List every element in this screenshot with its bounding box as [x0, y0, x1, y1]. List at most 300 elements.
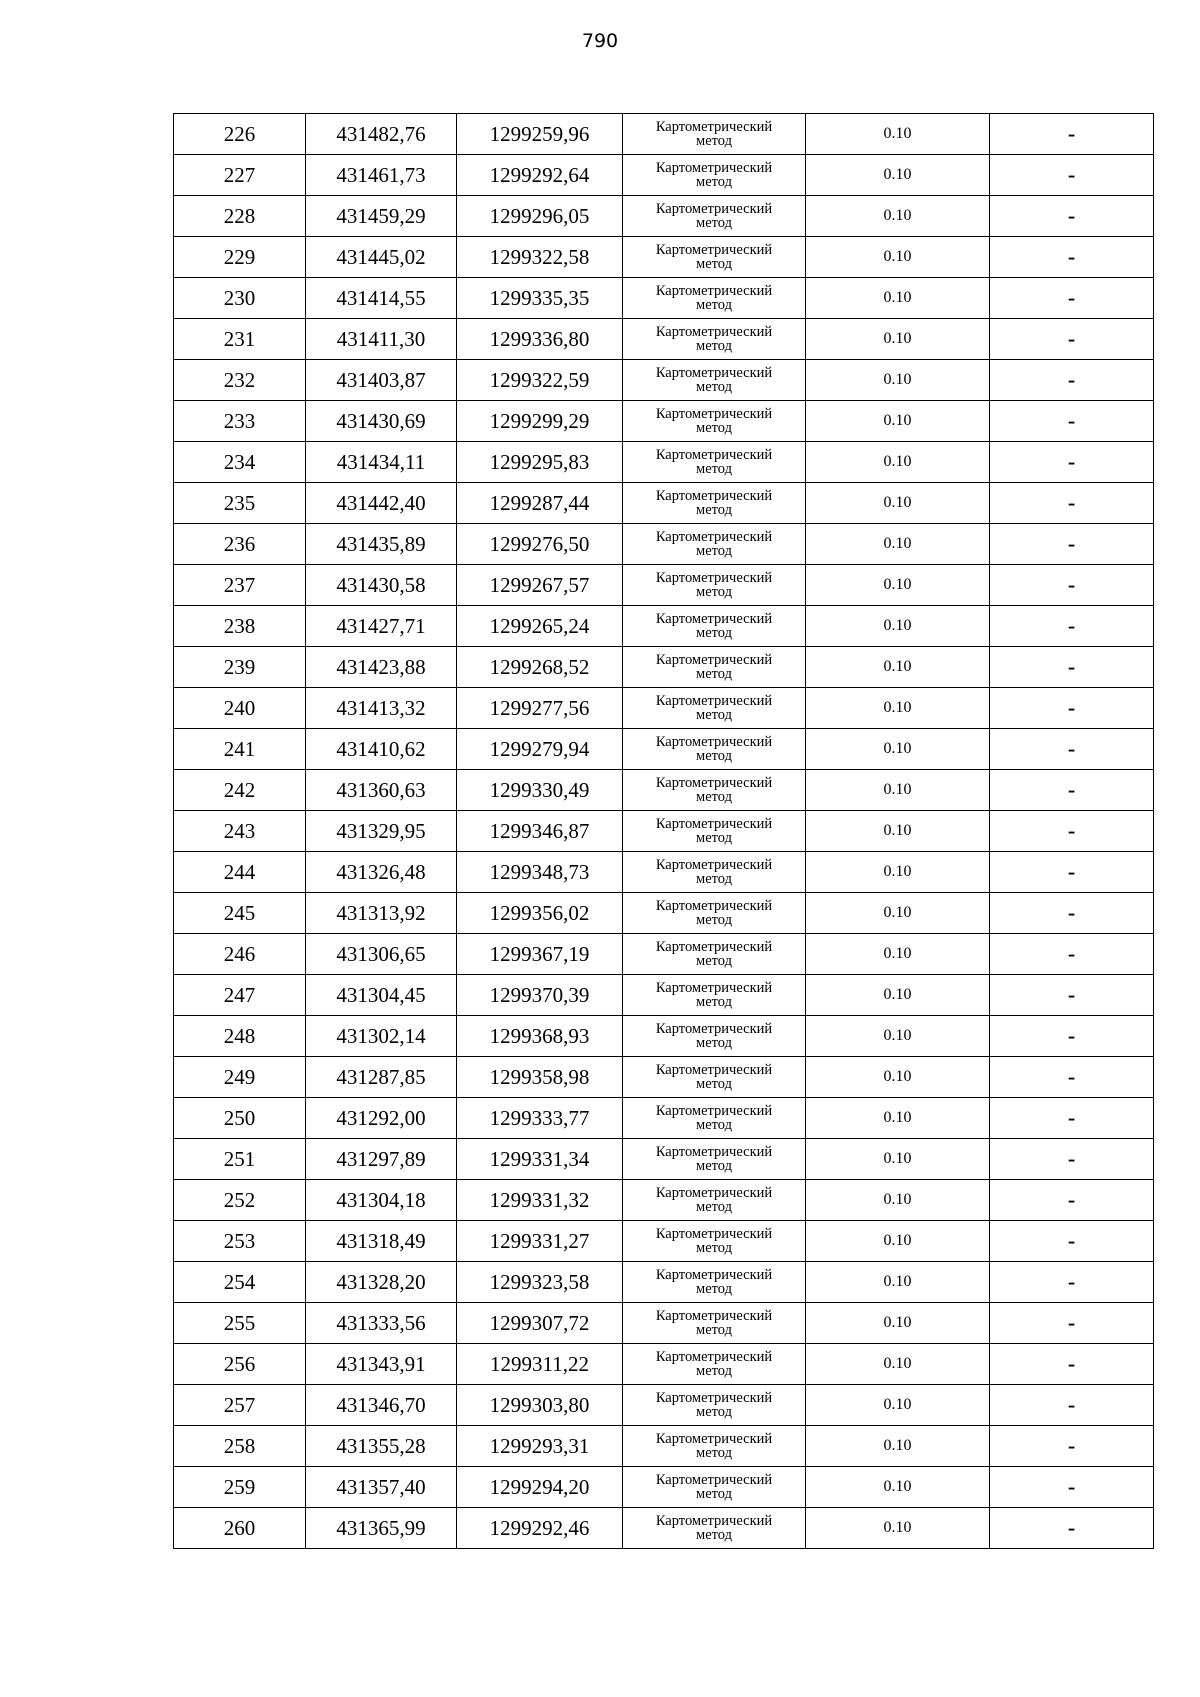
method-line-2: метод: [696, 461, 732, 477]
method-cell: [623, 975, 806, 1016]
table-row: [174, 1016, 1154, 1057]
method-cell: [623, 1139, 806, 1180]
description-cell: -: [990, 893, 1154, 934]
method-line-2: метод: [696, 1240, 732, 1256]
y-coordinate-cell: 1299346,87: [457, 811, 623, 852]
description-cell: -: [990, 114, 1154, 155]
x-coordinate-cell: 431423,88: [306, 647, 457, 688]
point-number-cell: 255: [174, 1303, 306, 1344]
description-cell: -: [990, 155, 1154, 196]
method-line-1: Картометрический: [655, 1184, 773, 1201]
description-cell: -: [990, 319, 1154, 360]
accuracy-cell: 0.10: [806, 155, 990, 196]
x-coordinate-cell: 431410,62: [306, 729, 457, 770]
accuracy-cell: 0.10: [806, 401, 990, 442]
description-cell: -: [990, 1385, 1154, 1426]
method-cell: [623, 893, 806, 934]
method-line-2: метод: [696, 256, 732, 272]
method-line-1: Картометрический: [655, 1061, 773, 1078]
point-number-cell: 236: [174, 524, 306, 565]
page-number: 790: [581, 30, 619, 52]
method-line-1: Картометрический: [655, 938, 773, 955]
method-line-1: Картометрический: [655, 1471, 773, 1488]
point-number-cell: 237: [174, 565, 306, 606]
accuracy-cell: 0.10: [806, 893, 990, 934]
point-number-cell: 232: [174, 360, 306, 401]
accuracy-cell: 0.10: [806, 1303, 990, 1344]
description-cell: -: [990, 1057, 1154, 1098]
description-cell: -: [990, 647, 1154, 688]
description-cell: -: [990, 1467, 1154, 1508]
table-row: [174, 606, 1154, 647]
method-line-1: Картометрический: [655, 774, 773, 791]
accuracy-cell: 0.10: [806, 1057, 990, 1098]
x-coordinate-cell: 431357,40: [306, 1467, 457, 1508]
description-cell: -: [990, 483, 1154, 524]
description-cell: -: [990, 770, 1154, 811]
table-row: [174, 893, 1154, 934]
method-cell: [623, 196, 806, 237]
method-line-2: метод: [696, 830, 732, 846]
method-cell: [623, 1344, 806, 1385]
method-cell: [623, 1508, 806, 1549]
method-line-1: Картометрический: [655, 1307, 773, 1324]
point-number-cell: 242: [174, 770, 306, 811]
method-line-1: Картометрический: [655, 487, 773, 504]
method-line-1: Картометрический: [655, 200, 773, 217]
point-number-cell: 239: [174, 647, 306, 688]
description-cell: -: [990, 278, 1154, 319]
method-line-1: Картометрический: [655, 282, 773, 299]
method-line-1: Картометрический: [655, 1225, 773, 1242]
table-row: [174, 688, 1154, 729]
accuracy-cell: 0.10: [806, 483, 990, 524]
method-line-2: метод: [696, 666, 732, 682]
x-coordinate-cell: 431355,28: [306, 1426, 457, 1467]
description-cell: -: [990, 811, 1154, 852]
y-coordinate-cell: 1299348,73: [457, 852, 623, 893]
method-line-1: Картометрический: [655, 405, 773, 422]
point-number-cell: 244: [174, 852, 306, 893]
method-line-2: метод: [696, 502, 732, 518]
x-coordinate-cell: 431365,99: [306, 1508, 457, 1549]
point-number-cell: 249: [174, 1057, 306, 1098]
method-cell: [623, 1057, 806, 1098]
method-cell: [623, 442, 806, 483]
method-line-2: метод: [696, 994, 732, 1010]
accuracy-cell: 0.10: [806, 811, 990, 852]
x-coordinate-cell: 431329,95: [306, 811, 457, 852]
method-line-2: метод: [696, 1035, 732, 1051]
y-coordinate-cell: 1299358,98: [457, 1057, 623, 1098]
method-line-1: Картометрический: [655, 1430, 773, 1447]
method-line-1: Картометрический: [655, 856, 773, 873]
accuracy-cell: 0.10: [806, 1426, 990, 1467]
method-line-2: метод: [696, 625, 732, 641]
y-coordinate-cell: 1299330,49: [457, 770, 623, 811]
description-cell: -: [990, 688, 1154, 729]
method-cell: [623, 1180, 806, 1221]
accuracy-cell: 0.10: [806, 1344, 990, 1385]
description-cell: -: [990, 524, 1154, 565]
method-cell: [623, 401, 806, 442]
description-cell: -: [990, 360, 1154, 401]
x-coordinate-cell: 431459,29: [306, 196, 457, 237]
method-cell: [623, 319, 806, 360]
table-row: [174, 319, 1154, 360]
description-cell: -: [990, 565, 1154, 606]
method-line-2: метод: [696, 379, 732, 395]
table-row: [174, 565, 1154, 606]
table-row: [174, 442, 1154, 483]
description-cell: -: [990, 1180, 1154, 1221]
method-line-1: Картометрический: [655, 1266, 773, 1283]
method-cell: [623, 1221, 806, 1262]
method-line-1: Картометрический: [655, 364, 773, 381]
point-number-cell: 243: [174, 811, 306, 852]
method-line-1: Картометрический: [655, 569, 773, 586]
method-line-1: Картометрический: [655, 979, 773, 996]
method-line-1: Картометрический: [655, 1348, 773, 1365]
method-line-1: Картометрический: [655, 159, 773, 176]
x-coordinate-cell: 431297,89: [306, 1139, 457, 1180]
point-number-cell: 253: [174, 1221, 306, 1262]
method-line-2: метод: [696, 707, 732, 723]
point-number-cell: 230: [174, 278, 306, 319]
point-number-cell: 231: [174, 319, 306, 360]
method-cell: [623, 524, 806, 565]
y-coordinate-cell: 1299331,27: [457, 1221, 623, 1262]
table-row: [174, 975, 1154, 1016]
description-cell: -: [990, 1139, 1154, 1180]
y-coordinate-cell: 1299299,29: [457, 401, 623, 442]
accuracy-cell: 0.10: [806, 934, 990, 975]
method-cell: [623, 483, 806, 524]
table-row: [174, 360, 1154, 401]
point-number-cell: 235: [174, 483, 306, 524]
y-coordinate-cell: 1299331,32: [457, 1180, 623, 1221]
method-cell: [623, 155, 806, 196]
x-coordinate-cell: 431318,49: [306, 1221, 457, 1262]
point-number-cell: 252: [174, 1180, 306, 1221]
coordinates-table-body: [174, 114, 1154, 1549]
point-number-cell: 241: [174, 729, 306, 770]
method-cell: [623, 278, 806, 319]
accuracy-cell: 0.10: [806, 524, 990, 565]
y-coordinate-cell: 1299277,56: [457, 688, 623, 729]
y-coordinate-cell: 1299336,80: [457, 319, 623, 360]
description-cell: -: [990, 1426, 1154, 1467]
point-number-cell: 229: [174, 237, 306, 278]
method-line-2: метод: [696, 1322, 732, 1338]
method-cell: [623, 1262, 806, 1303]
description-cell: -: [990, 729, 1154, 770]
accuracy-cell: 0.10: [806, 565, 990, 606]
table-row: [174, 1180, 1154, 1221]
table-row: [174, 1262, 1154, 1303]
method-cell: [623, 237, 806, 278]
x-coordinate-cell: 431346,70: [306, 1385, 457, 1426]
method-cell: [623, 1385, 806, 1426]
method-line-1: Картометрический: [655, 692, 773, 709]
accuracy-cell: 0.10: [806, 196, 990, 237]
method-cell: [623, 729, 806, 770]
method-line-1: Картометрический: [655, 323, 773, 340]
accuracy-cell: 0.10: [806, 1262, 990, 1303]
x-coordinate-cell: 431343,91: [306, 1344, 457, 1385]
x-coordinate-cell: 431313,92: [306, 893, 457, 934]
method-line-2: метод: [696, 871, 732, 887]
method-line-2: метод: [696, 1158, 732, 1174]
y-coordinate-cell: 1299295,83: [457, 442, 623, 483]
accuracy-cell: 0.10: [806, 729, 990, 770]
description-cell: -: [990, 606, 1154, 647]
method-line-2: метод: [696, 748, 732, 764]
table-row: [174, 483, 1154, 524]
point-number-cell: 256: [174, 1344, 306, 1385]
point-number-cell: 246: [174, 934, 306, 975]
table-row: [174, 114, 1154, 155]
accuracy-cell: 0.10: [806, 319, 990, 360]
table-row: [174, 237, 1154, 278]
table-row: [174, 852, 1154, 893]
point-number-cell: 258: [174, 1426, 306, 1467]
y-coordinate-cell: 1299292,46: [457, 1508, 623, 1549]
table-row: [174, 278, 1154, 319]
y-coordinate-cell: 1299296,05: [457, 196, 623, 237]
x-coordinate-cell: 431292,00: [306, 1098, 457, 1139]
y-coordinate-cell: 1299335,35: [457, 278, 623, 319]
point-number-cell: 260: [174, 1508, 306, 1549]
y-coordinate-cell: 1299333,77: [457, 1098, 623, 1139]
x-coordinate-cell: 431413,32: [306, 688, 457, 729]
y-coordinate-cell: 1299265,24: [457, 606, 623, 647]
accuracy-cell: 0.10: [806, 1098, 990, 1139]
y-coordinate-cell: 1299294,20: [457, 1467, 623, 1508]
y-coordinate-cell: 1299367,19: [457, 934, 623, 975]
x-coordinate-cell: 431326,48: [306, 852, 457, 893]
x-coordinate-cell: 431306,65: [306, 934, 457, 975]
table-row: [174, 1098, 1154, 1139]
table-row: [174, 1221, 1154, 1262]
x-coordinate-cell: 431434,11: [306, 442, 457, 483]
y-coordinate-cell: 1299356,02: [457, 893, 623, 934]
x-coordinate-cell: 431304,45: [306, 975, 457, 1016]
accuracy-cell: 0.10: [806, 647, 990, 688]
method-line-1: Картометрический: [655, 1143, 773, 1160]
y-coordinate-cell: 1299368,93: [457, 1016, 623, 1057]
method-line-2: метод: [696, 1363, 732, 1379]
y-coordinate-cell: 1299293,31: [457, 1426, 623, 1467]
method-line-1: Картометрический: [655, 1512, 773, 1529]
accuracy-cell: 0.10: [806, 1467, 990, 1508]
method-cell: [623, 647, 806, 688]
accuracy-cell: 0.10: [806, 1016, 990, 1057]
table-row: [174, 1385, 1154, 1426]
method-line-2: метод: [696, 1445, 732, 1461]
method-cell: [623, 688, 806, 729]
table-row: [174, 155, 1154, 196]
method-line-1: Картометрический: [655, 815, 773, 832]
method-line-2: метод: [696, 338, 732, 354]
description-cell: -: [990, 852, 1154, 893]
method-line-2: метод: [696, 953, 732, 969]
table-row: [174, 1508, 1154, 1549]
table-row: [174, 934, 1154, 975]
method-cell: [623, 811, 806, 852]
table-row: [174, 811, 1154, 852]
table-row: [174, 729, 1154, 770]
method-line-2: метод: [696, 584, 732, 600]
accuracy-cell: 0.10: [806, 442, 990, 483]
accuracy-cell: 0.10: [806, 606, 990, 647]
method-line-1: Картометрический: [655, 610, 773, 627]
method-line-2: метод: [696, 174, 732, 190]
method-line-1: Картометрический: [655, 118, 773, 135]
method-line-2: метод: [696, 297, 732, 313]
method-line-2: метод: [696, 1486, 732, 1502]
accuracy-cell: 0.10: [806, 1508, 990, 1549]
description-cell: -: [990, 1303, 1154, 1344]
accuracy-cell: 0.10: [806, 278, 990, 319]
description-cell: -: [990, 442, 1154, 483]
table-row: [174, 1139, 1154, 1180]
point-number-cell: 245: [174, 893, 306, 934]
table-row: [174, 647, 1154, 688]
x-coordinate-cell: 431414,55: [306, 278, 457, 319]
accuracy-cell: 0.10: [806, 114, 990, 155]
x-coordinate-cell: 431461,73: [306, 155, 457, 196]
table-row: [174, 1303, 1154, 1344]
description-cell: -: [990, 1508, 1154, 1549]
x-coordinate-cell: 431304,18: [306, 1180, 457, 1221]
description-cell: -: [990, 975, 1154, 1016]
method-cell: [623, 934, 806, 975]
description-cell: -: [990, 934, 1154, 975]
description-cell: -: [990, 401, 1154, 442]
point-number-cell: 248: [174, 1016, 306, 1057]
y-coordinate-cell: 1299267,57: [457, 565, 623, 606]
method-cell: [623, 565, 806, 606]
x-coordinate-cell: 431435,89: [306, 524, 457, 565]
x-coordinate-cell: 431411,30: [306, 319, 457, 360]
method-cell: [623, 1098, 806, 1139]
y-coordinate-cell: 1299287,44: [457, 483, 623, 524]
y-coordinate-cell: 1299322,59: [457, 360, 623, 401]
method-line-2: метод: [696, 215, 732, 231]
table-row: [174, 770, 1154, 811]
method-cell: [623, 606, 806, 647]
y-coordinate-cell: 1299331,34: [457, 1139, 623, 1180]
x-coordinate-cell: 431430,69: [306, 401, 457, 442]
description-cell: -: [990, 196, 1154, 237]
table-row: [174, 401, 1154, 442]
y-coordinate-cell: 1299311,22: [457, 1344, 623, 1385]
x-coordinate-cell: 431287,85: [306, 1057, 457, 1098]
x-coordinate-cell: 431442,40: [306, 483, 457, 524]
method-cell: [623, 1016, 806, 1057]
point-number-cell: 257: [174, 1385, 306, 1426]
method-line-1: Картометрический: [655, 241, 773, 258]
method-line-2: метод: [696, 1404, 732, 1420]
coordinates-table: [173, 113, 1154, 1549]
x-coordinate-cell: 431403,87: [306, 360, 457, 401]
accuracy-cell: 0.10: [806, 975, 990, 1016]
point-number-cell: 234: [174, 442, 306, 483]
method-line-2: метод: [696, 1199, 732, 1215]
description-cell: -: [990, 1344, 1154, 1385]
point-number-cell: 247: [174, 975, 306, 1016]
method-cell: [623, 114, 806, 155]
point-number-cell: 240: [174, 688, 306, 729]
x-coordinate-cell: 431302,14: [306, 1016, 457, 1057]
y-coordinate-cell: 1299279,94: [457, 729, 623, 770]
method-line-1: Картометрический: [655, 1020, 773, 1037]
point-number-cell: 254: [174, 1262, 306, 1303]
x-coordinate-cell: 431328,20: [306, 1262, 457, 1303]
table-row: [174, 1426, 1154, 1467]
x-coordinate-cell: 431445,02: [306, 237, 457, 278]
accuracy-cell: 0.10: [806, 360, 990, 401]
method-cell: [623, 852, 806, 893]
y-coordinate-cell: 1299259,96: [457, 114, 623, 155]
accuracy-cell: 0.10: [806, 237, 990, 278]
description-cell: -: [990, 1016, 1154, 1057]
y-coordinate-cell: 1299303,80: [457, 1385, 623, 1426]
method-line-1: Картометрический: [655, 446, 773, 463]
point-number-cell: 228: [174, 196, 306, 237]
accuracy-cell: 0.10: [806, 688, 990, 729]
description-cell: -: [990, 237, 1154, 278]
table-row: [174, 524, 1154, 565]
y-coordinate-cell: 1299322,58: [457, 237, 623, 278]
point-number-cell: 250: [174, 1098, 306, 1139]
method-line-1: Картометрический: [655, 1102, 773, 1119]
method-line-2: метод: [696, 789, 732, 805]
accuracy-cell: 0.10: [806, 1385, 990, 1426]
accuracy-cell: 0.10: [806, 1139, 990, 1180]
point-number-cell: 227: [174, 155, 306, 196]
method-line-1: Картометрический: [655, 1389, 773, 1406]
x-coordinate-cell: 431333,56: [306, 1303, 457, 1344]
method-line-2: метод: [696, 1076, 732, 1092]
x-coordinate-cell: 431427,71: [306, 606, 457, 647]
method-cell: [623, 1303, 806, 1344]
y-coordinate-cell: 1299370,39: [457, 975, 623, 1016]
description-cell: -: [990, 1221, 1154, 1262]
y-coordinate-cell: 1299292,64: [457, 155, 623, 196]
point-number-cell: 226: [174, 114, 306, 155]
point-number-cell: 238: [174, 606, 306, 647]
y-coordinate-cell: 1299268,52: [457, 647, 623, 688]
point-number-cell: 251: [174, 1139, 306, 1180]
method-line-2: метод: [696, 912, 732, 928]
y-coordinate-cell: 1299307,72: [457, 1303, 623, 1344]
method-line-2: метод: [696, 1281, 732, 1297]
method-line-2: метод: [696, 133, 732, 149]
x-coordinate-cell: 431430,58: [306, 565, 457, 606]
method-line-2: метод: [696, 420, 732, 436]
x-coordinate-cell: 431482,76: [306, 114, 457, 155]
method-cell: [623, 1426, 806, 1467]
accuracy-cell: 0.10: [806, 770, 990, 811]
y-coordinate-cell: 1299323,58: [457, 1262, 623, 1303]
table-row: [174, 1344, 1154, 1385]
method-line-2: метод: [696, 1117, 732, 1133]
method-cell: [623, 360, 806, 401]
description-cell: -: [990, 1098, 1154, 1139]
table-row: [174, 1057, 1154, 1098]
